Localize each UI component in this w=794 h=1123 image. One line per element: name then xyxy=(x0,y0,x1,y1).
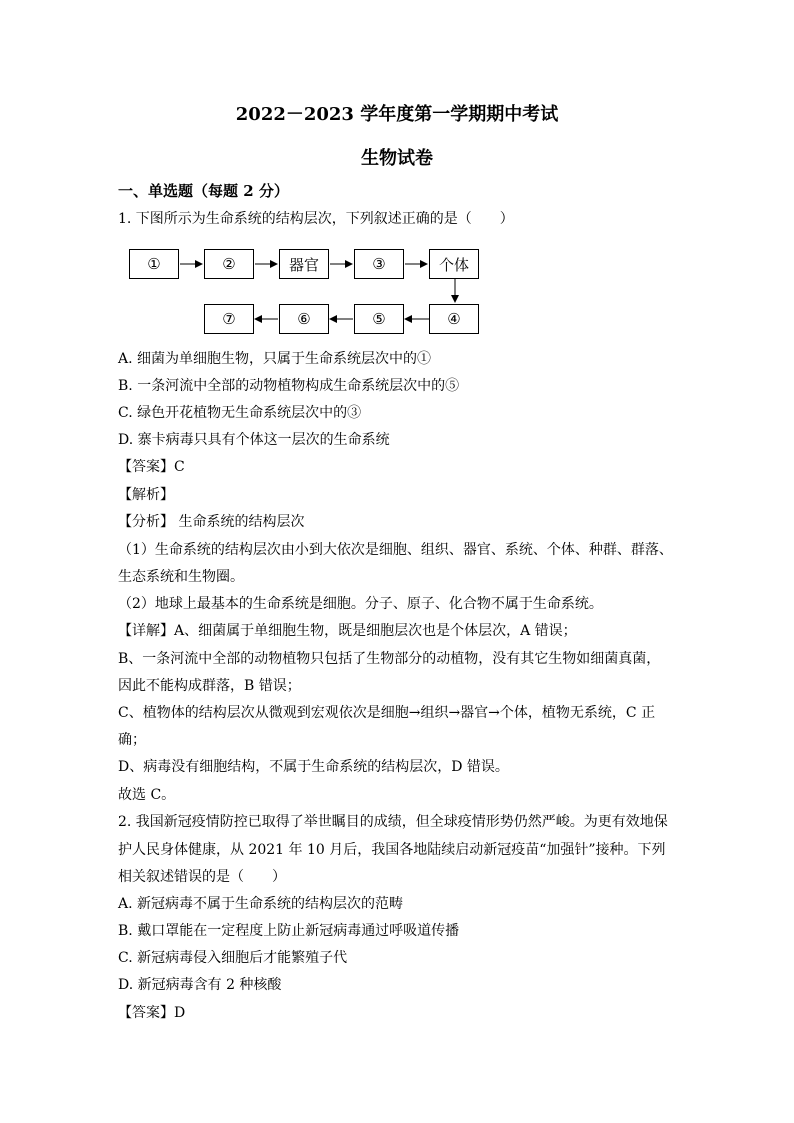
q2-answer: 【答案】D xyxy=(118,1005,186,1021)
exam-title: 2022－2023 学年度第一学期期中考试 xyxy=(235,104,559,125)
diagram-box-organ: 器官 xyxy=(279,249,329,279)
diagram-box-4: ④ xyxy=(429,304,479,334)
q1-analysis-label: 【解析】 xyxy=(118,487,174,503)
q1-answer: 【答案】C xyxy=(118,459,185,475)
q1-analysis-line: 【分析】 生命系统的结构层次 xyxy=(118,514,305,530)
q2-option-b: B. 戴口罩能在一定程度上防止新冠病毒通过呼吸道传播 xyxy=(118,923,460,939)
q1-analysis-line: 生态系统和生物圈。 xyxy=(118,569,244,585)
q1-detail-line: 【详解】A、细菌属于单细胞生物，既是细胞层次也是个体层次，A 错误； xyxy=(118,623,577,639)
section-heading: 一、单选题（每题 2 分） xyxy=(118,182,289,200)
diagram-box-7: ⑦ xyxy=(204,304,254,334)
diagram-box-5: ⑤ xyxy=(354,304,404,334)
q1-option-d: D. 寨卡病毒只具有个体这一层次的生命系统 xyxy=(118,432,390,448)
q1-option-c: C. 绿色开花植物无生命系统层次中的③ xyxy=(118,405,362,421)
q1-conclusion: 故选 C。 xyxy=(118,787,176,803)
q2-stem-line: 相关叙述错误的是（ ） xyxy=(118,869,286,885)
q2-stem-line: 2. 我国新冠疫情防控已取得了举世瞩目的成绩，但全球疫情形势仍然严峻。为更有效地保 xyxy=(118,814,668,830)
q1-detail-line: D、病毒没有细胞结构，不属于生命系统的结构层次，D 错误。 xyxy=(118,759,509,775)
q2-option-a: A. 新冠病毒不属于生命系统的结构层次的范畴 xyxy=(118,896,404,912)
q1-option-a: A. 细菌为单细胞生物，只属于生命系统层次中的① xyxy=(118,351,432,367)
q1-stem: 1. 下图所示为生命系统的结构层次，下列叙述正确的是（ ） xyxy=(118,211,514,227)
q1-detail-line: C、植物体的结构层次从微观到宏观依次是细胞→组织→器官→个体，植物无系统，C 正 xyxy=(118,705,656,721)
q2-option-d: D. 新冠病毒含有 2 种核酸 xyxy=(118,977,282,993)
diagram-box-individual: 个体 xyxy=(429,249,479,279)
q1-option-b: B. 一条河流中全部的动物植物构成生命系统层次中的⑤ xyxy=(118,378,460,394)
q1-detail-line: 确； xyxy=(118,732,146,748)
q1-detail-line: 因此不能构成群落，B 错误； xyxy=(118,678,301,694)
diagram-box-2: ② xyxy=(204,249,254,279)
q1-detail-line: B、一条河流中全部的动物植物只包括了生物部分的动植物，没有其它生物如细菌真菌， xyxy=(118,651,661,667)
q2-option-c: C. 新冠病毒侵入细胞后才能繁殖子代 xyxy=(118,950,348,966)
q2-stem-line: 护人民身体健康，从 2021 年 10 月后，我国各地陆续启动新冠疫苗“加强针”接种。下列 xyxy=(118,842,666,858)
q1-analysis-line: （1）生命系统的结构层次由小到大依次是细胞、组织、器官、系统、个体、种群、群落、 xyxy=(118,542,673,558)
q1-analysis-line: （2）地球上最基本的生命系统是细胞。分子、原子、化合物不属于生命系统。 xyxy=(118,596,603,612)
exam-subtitle: 生物试卷 xyxy=(361,148,433,169)
diagram-box-3: ③ xyxy=(354,249,404,279)
diagram-box-6: ⑥ xyxy=(279,304,329,334)
diagram-box-1: ① xyxy=(129,249,179,279)
